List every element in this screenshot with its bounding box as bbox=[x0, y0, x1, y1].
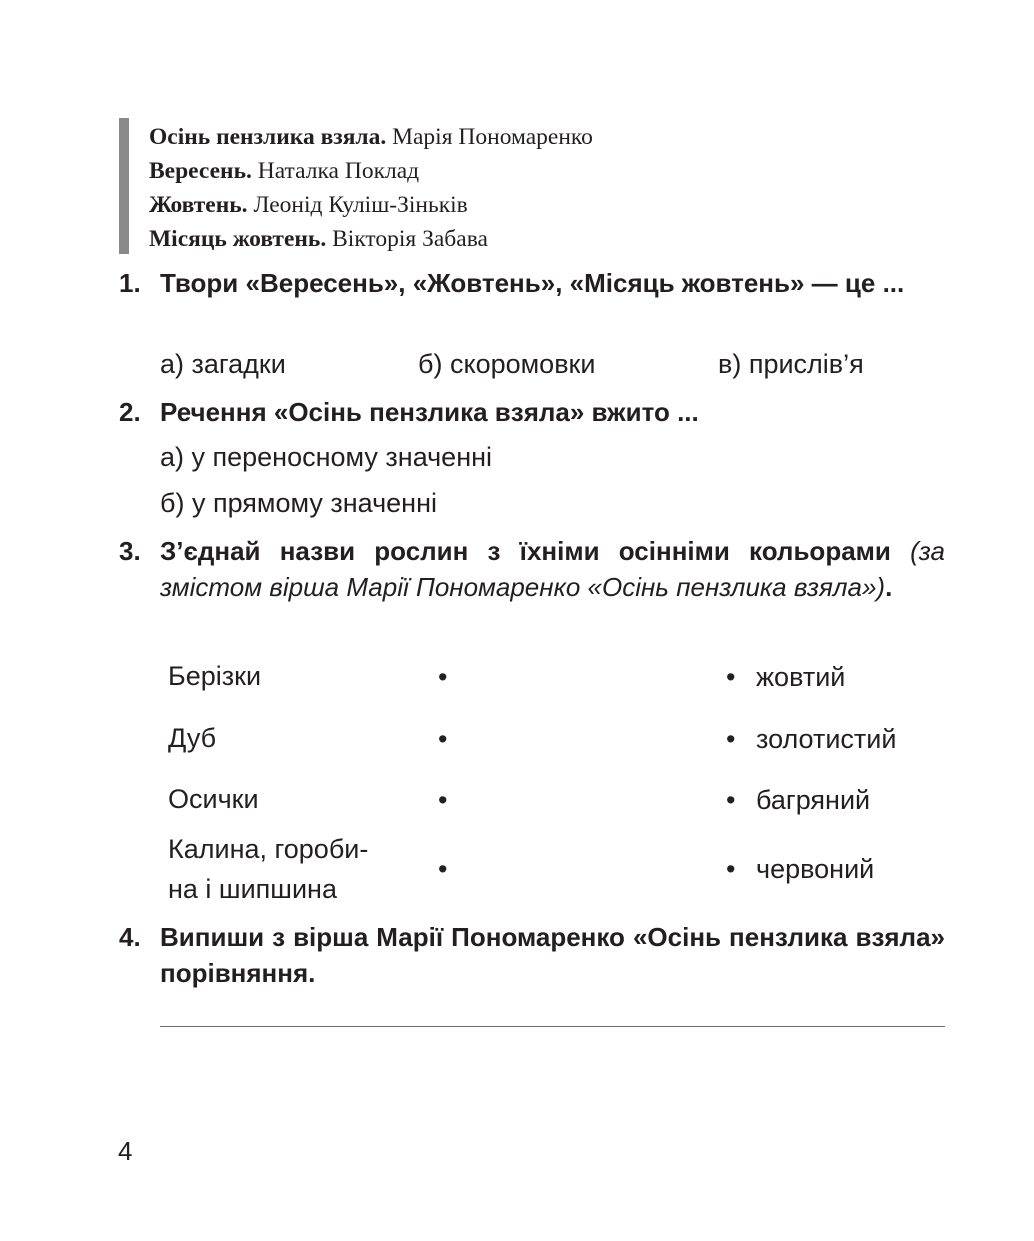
reading-title: Місяць жовтень. bbox=[149, 226, 327, 252]
answer-line[interactable] bbox=[160, 1026, 945, 1027]
match-dot-left[interactable]: • bbox=[438, 724, 448, 754]
question-note-end: . bbox=[885, 572, 893, 602]
question-text: Речення «Осінь пензлика взяла» вжито ... bbox=[160, 397, 699, 427]
question-2 bbox=[119, 394, 945, 430]
reading-author: Леонід Куліш-Зіньків bbox=[253, 192, 468, 218]
color-label: жовтий bbox=[756, 662, 846, 692]
reading-item bbox=[149, 154, 593, 188]
match-dot-right[interactable]: • bbox=[726, 662, 736, 692]
reading-title: Жовтень. bbox=[149, 192, 248, 218]
question-4 bbox=[119, 919, 945, 991]
match-dot-right[interactable]: • bbox=[726, 854, 736, 884]
answer-option-c[interactable]: в) прислів’я bbox=[718, 349, 864, 379]
plant-label: Дуб bbox=[168, 723, 217, 753]
answer-option-b[interactable]: б) у прямому значенні bbox=[160, 488, 437, 518]
match-dot-left[interactable]: • bbox=[438, 785, 448, 815]
reading-title: Осінь пензлика взяла. bbox=[149, 124, 387, 150]
question-number: 3. bbox=[119, 536, 141, 566]
match-dot-left[interactable]: • bbox=[438, 854, 448, 884]
answer-option-b[interactable]: б) скоромовки bbox=[418, 349, 596, 379]
color-label: червоний bbox=[756, 854, 875, 884]
reading-item bbox=[149, 120, 593, 154]
color-label: золотистий bbox=[756, 724, 897, 754]
reading-title: Вересень. bbox=[149, 158, 252, 184]
reading-author: Марія Пономаренко bbox=[392, 124, 593, 150]
question-text bbox=[160, 533, 945, 605]
question-number: 2. bbox=[119, 397, 141, 427]
reading-list bbox=[149, 120, 593, 256]
question-1 bbox=[119, 265, 945, 301]
plant-label bbox=[168, 829, 368, 909]
question-3 bbox=[119, 533, 945, 605]
color-label: багряний bbox=[756, 785, 871, 815]
question-text: Твори «Вересень», «Жовтень», «Місяць жовтень» — це ... bbox=[160, 268, 905, 298]
answer-option-a[interactable]: а) загадки bbox=[160, 349, 286, 379]
reading-list-bar bbox=[119, 118, 129, 254]
reading-author: Вікторія Забава bbox=[332, 226, 488, 252]
answer-option-a[interactable]: а) у переносному значенні bbox=[160, 442, 493, 472]
plant-label: Осички bbox=[168, 784, 259, 814]
page-number: 4 bbox=[118, 1136, 133, 1166]
question-instruction: З’єднай назви рослин з їхніми осінніми кольорами bbox=[160, 536, 891, 566]
match-dot-right[interactable]: • bbox=[726, 785, 736, 815]
match-dot-left[interactable]: • bbox=[438, 662, 448, 692]
match-dot-right[interactable]: • bbox=[726, 724, 736, 754]
question-text: Випиши з вірша Марії Пономаренко «Осінь пензлика взяла» порівняння. bbox=[160, 922, 945, 988]
question-note: (за змістом вірша Марії Пономаренко «Осінь пензлика взяла») bbox=[160, 536, 946, 602]
plant-label-line: Калина, гороби- bbox=[168, 834, 369, 864]
question-number: 1. bbox=[119, 268, 141, 298]
reading-item bbox=[149, 188, 593, 222]
reading-author: Наталка Поклад bbox=[257, 158, 420, 184]
question-number: 4. bbox=[119, 922, 141, 952]
plant-label-line: на і шипшина bbox=[168, 874, 337, 904]
plant-label: Берізки bbox=[168, 661, 262, 691]
reading-item bbox=[149, 222, 593, 256]
